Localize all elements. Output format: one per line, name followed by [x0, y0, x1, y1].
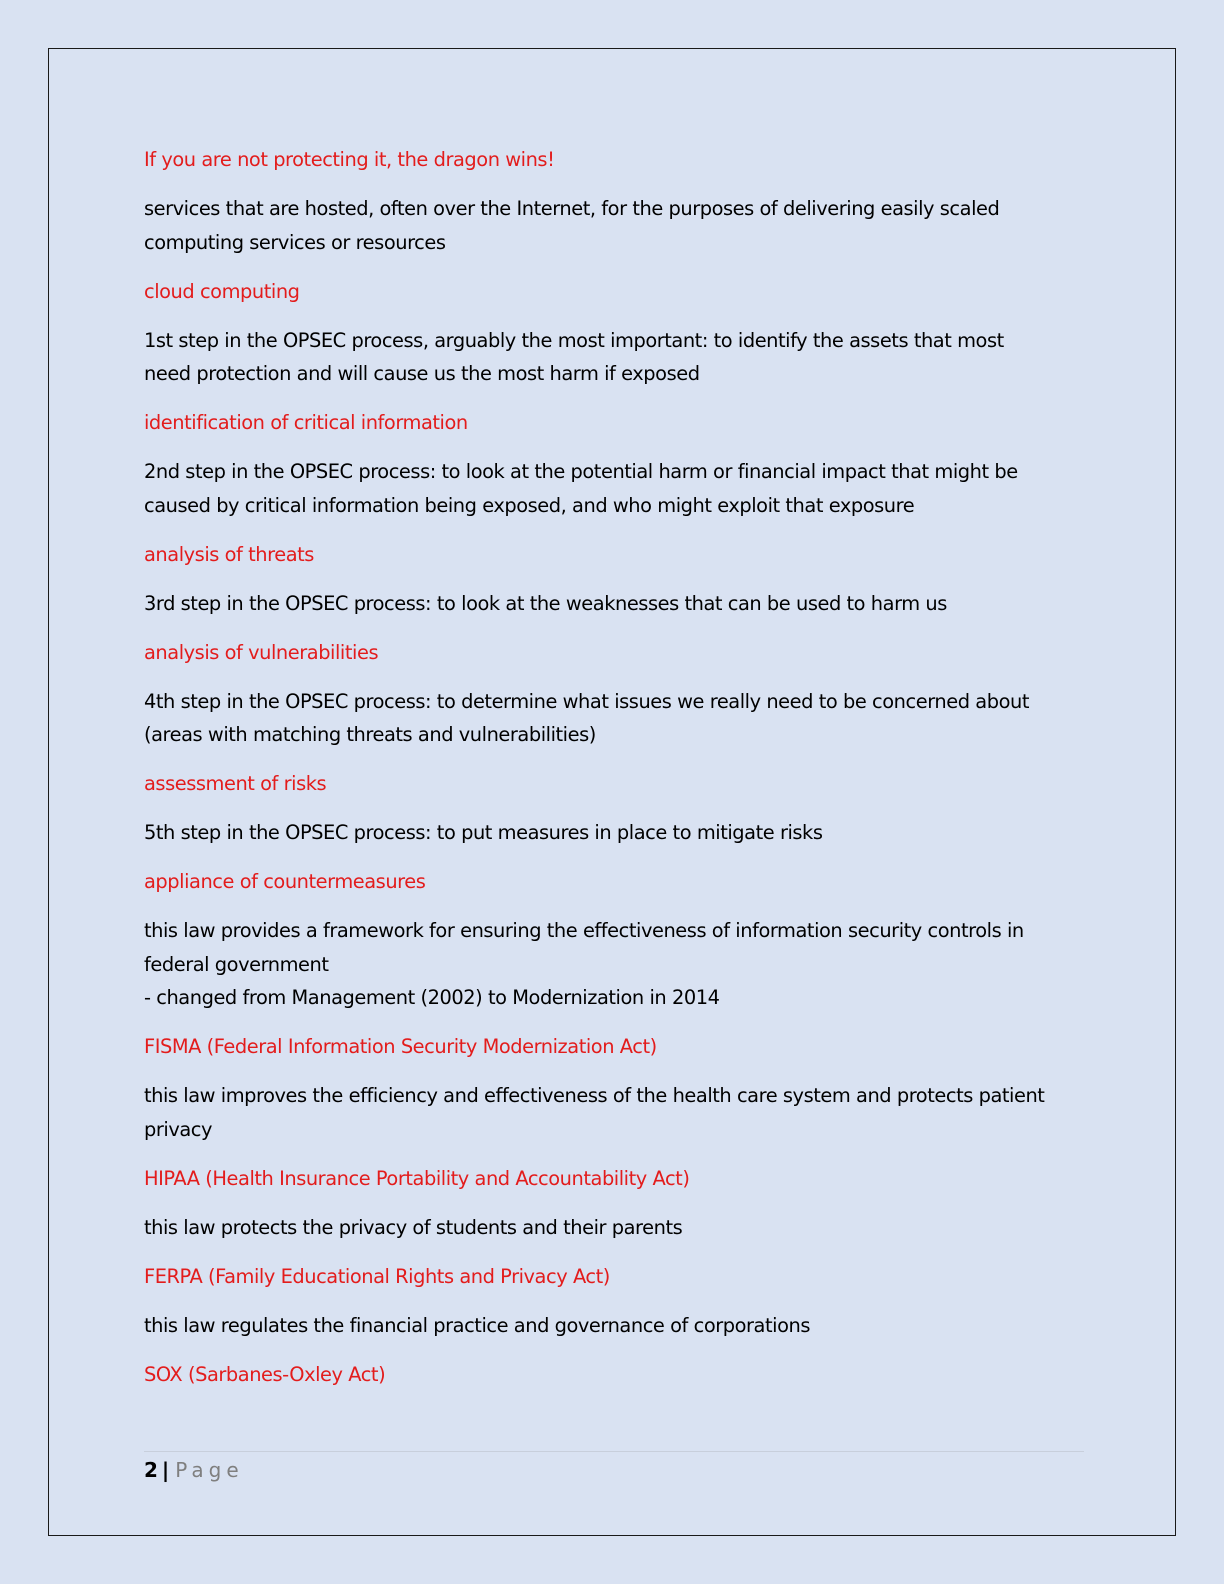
definition-opsec-step-2: 2nd step in the OPSEC process: to look at the potential harm or financial impact that might be caused by critical information being exposed, and who might exploit that exposure: [144, 460, 1018, 517]
page-footer: [144, 1456, 244, 1484]
definition-sox: this law regulates the financial practice and governance of corporations: [144, 1313, 810, 1337]
term-opsec-step-5: appliance of countermeasures: [144, 870, 426, 893]
term-opsec-step-2: analysis of threats: [144, 542, 314, 566]
definition-opsec-step-1: 1st step in the OPSEC process, arguably the most important: to identify the assets that most need protection and will cause us the most harm if exposed: [144, 328, 1004, 385]
tagline: If you are not protecting it, the dragon wins!: [144, 148, 555, 171]
term-opsec-step-4: assessment of risks: [144, 772, 327, 795]
definition-opsec-step-3: 3rd step in the OPSEC process: to look at the weaknesses that can be used to harm us: [144, 591, 947, 615]
definition-fisma: this law provides a framework for ensuring the effectiveness of information security controls in federal government - changed from Management (2002) to Modernization in 2014: [144, 919, 1024, 1009]
document-body: [144, 143, 1084, 1407]
term-hipaa: HIPAA (Health Insurance Portability and Accountability Act): [144, 1166, 690, 1190]
definition-ferpa: this law protects the privacy of students and their parents: [144, 1215, 683, 1239]
term-cloud-computing: cloud computing: [144, 279, 300, 303]
footer-separator: |: [161, 1458, 170, 1482]
term-sox: SOX (Sarbanes-Oxley Act): [144, 1362, 386, 1386]
term-opsec-step-1: identification of critical information: [144, 411, 468, 434]
definition-opsec-step-4: 4th step in the OPSEC process: to determine what issues we really need to be concerned about (areas with matching threats and vulnerabilities): [144, 689, 1029, 746]
definition-opsec-step-5: 5th step in the OPSEC process: to put measures in place to mitigate risks: [144, 821, 823, 844]
definition-cloud-computing: services that are hosted, often over the Internet, for the purposes of delivering easily scaled computing services or resources: [144, 197, 1000, 254]
footer-divider: [144, 1451, 1084, 1452]
page-number: 2: [144, 1458, 158, 1482]
page-label: Page: [175, 1458, 244, 1482]
term-opsec-step-3: analysis of vulnerabilities: [144, 640, 379, 664]
definition-hipaa: this law improves the efficiency and effectiveness of the health care system and protects patient privacy: [144, 1084, 1045, 1141]
term-fisma: FISMA (Federal Information Security Modernization Act): [144, 1035, 657, 1058]
term-ferpa: FERPA (Family Educational Rights and Privacy Act): [144, 1264, 610, 1288]
